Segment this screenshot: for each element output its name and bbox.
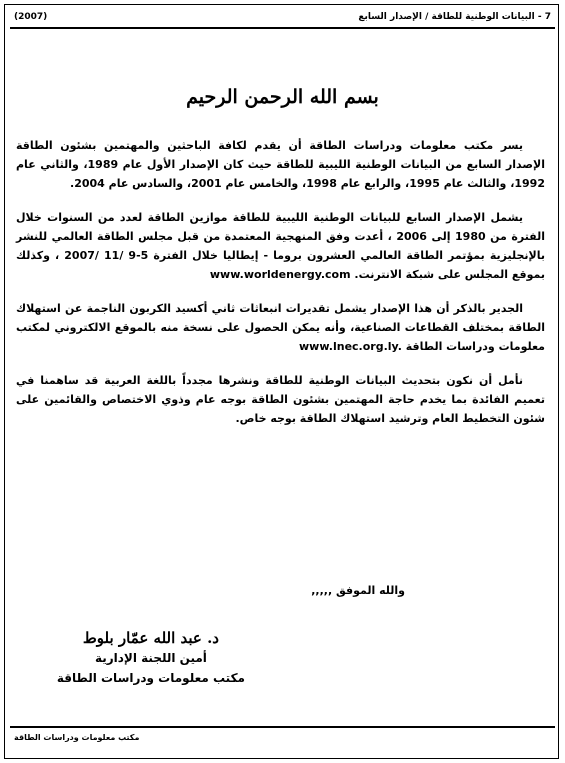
paragraph-3-text: الجدير بالذكر أن هذا الإصدار يشمل تقديرات انبعاثات ثاني أكسيد الكربون الناجمة عن استهلاك الطاقة بمختلف القطاعات الصناعية، وأنه يمكن الحصول على نسخة منه بالموقع الالكتروني لمكتب معلومات ودراسات الطاقة	[16, 302, 545, 353]
paragraph-2-text: يشمل الإصدار السابع للبيانات الوطنية الليبية للطاقة موازين الطاقة لعدد من السنوات خلال الفترة من 1980 إلى 2006 ، أعدت وفق المنهجية المعتمدة من قبل مجلس الطاقة العالمي للنشر بالإنجليزية بمؤتمر الطاقة العالمي العشرون بروما - إيطاليا خلال الفترة 5-9 /11 /2007 ، وكذلك بموقع المجلس على شبكة الانترنت.	[16, 211, 546, 281]
signatory-org: مكتب معلومات ودراسات الطاقة	[56, 671, 245, 685]
closing-line: والله الموفق ,,,,,	[311, 584, 405, 597]
page-footer: مكتب معلومات ودراسات الطاقة	[14, 733, 140, 742]
paragraph-3	[16, 299, 545, 356]
paragraph-4: نأمل أن نكون بتحديث البيانات الوطنية للطاقة ونشرها مجدداً باللغة العربية قد ساهمنا في تعميم الفائدة بما يخدم حاجة المهتمين بشئون الطاقة بوجه عام وذوي الاختصاص والقائمين على شئون التخطيط العام وترشيد استهلاك الطاقة بوجه خاص.	[16, 374, 545, 425]
header-rule	[10, 27, 555, 29]
letter-body	[16, 136, 545, 443]
header-year: (2007)	[14, 12, 48, 22]
page-header	[14, 8, 551, 26]
lnec-link[interactable]: www.lnec.org.ly.	[299, 340, 402, 353]
paragraph-1: يسر مكتب معلومات ودراسات الطاقة أن يقدم لكافة الباحثين والمهتمين بشئون الطاقة الإصدار السابع من البيانات الوطنية الليبية للطاقة حيث كان الإصدار الأول عام 1989، والثاني عام 1992، والثالث عام 1995، والرابع عام 1998، والخامس عام 2001، والسادس عام 2004.	[16, 139, 545, 190]
signature-block	[57, 628, 245, 688]
signatory-name: د. عبد الله عمّار بلوط	[82, 629, 219, 647]
wec-link[interactable]: www.worldenergy.com	[209, 268, 351, 281]
signatory-title: أمين اللجنة الإدارية	[94, 651, 207, 665]
footer-rule	[10, 726, 555, 728]
basmala: بسم الله الرحمن الرحيم	[186, 86, 379, 108]
header-title: 7 - البيانات الوطنية للطاقة / الإصدار السابع	[358, 12, 551, 22]
paragraph-2	[16, 208, 545, 284]
